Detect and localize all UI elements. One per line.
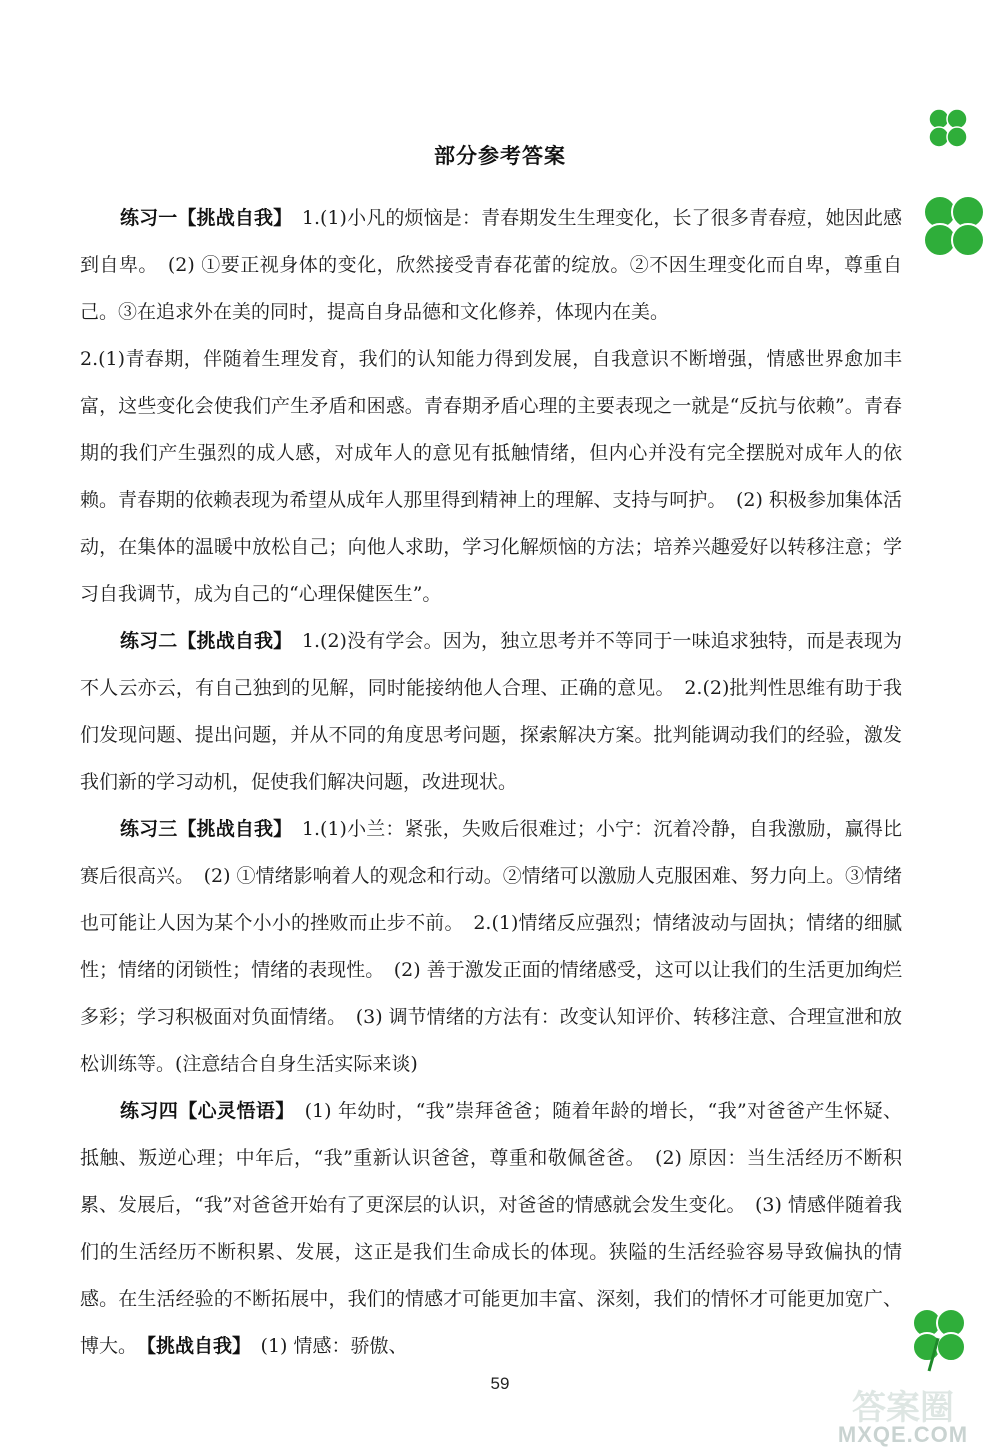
answer-paragraph-4 xyxy=(80,806,902,1088)
section-tag-challenge: 【挑战自我】 xyxy=(146,1335,242,1357)
answer-text: 1.(1)小凡的烦恼是：青春期发生生理变化，长了很多青春痘，她因此感到自卑。 (2) ①要正视身体的变化，欣然接受青春花蕾的绽放。②不因生理变化而自卑，尊重自己。③在追求外在美的同时，提高自身品德和文化修养，体现内在美。 xyxy=(80,207,902,323)
answer-paragraph-2 xyxy=(80,336,902,618)
answer-text: (1) 情感：骄傲、 xyxy=(241,1335,408,1357)
watermark-url: MXQE.COM xyxy=(837,1422,969,1447)
clover-large-icon xyxy=(908,180,1000,272)
answer-content xyxy=(80,195,902,1370)
section-tag-exercise-1: 练习一【挑战自我】 xyxy=(120,207,283,229)
watermark-logo-text: 答案圈 xyxy=(852,1388,954,1428)
page-title: 部分参考答案 xyxy=(434,144,566,168)
answer-text: 1.(2)没有学会。因为，独立思考并不等同于一味追求独特，而是表现为不人云亦云，有自己独到的见解，同时能接纳他人合理、正确的意见。 2.(2)批判性思维有助于我们发现问题、提出问题，并从不同的角度思考问题，探索解决方案。批判能调动我们的经验，激发我们新的学习动机，促使我们解决问题，改进现状。 xyxy=(80,630,902,793)
answer-paragraph-5 xyxy=(80,1088,902,1370)
watermark-logo xyxy=(808,1388,998,1448)
answer-text: 1.(1)小兰：紧张，失败后很难过；小宁：沉着冷静，自我激励，赢得比赛后很高兴。 (2) ①情绪影响着人的观念和行动。②情绪可以激励人克服困难、努力向上。③情绪也可能让人因为某个小小的挫败而止步不前。 2.(1)情绪反应强烈；情绪波动与固执；情绪的细腻性；情绪的闭锁性；情绪的表现性。 (2) 善于激发正面的情绪感受，这可以让我们的生活更加绚烂多彩；学习积极面对负面情绪。 (3) 调节情绪的方法有：改变认知评价、转移注意、合理宣泄和放松训练等。(注意结合自身生活实际来谈) xyxy=(80,818,902,1075)
section-tag-exercise-4: 练习四【心灵悟语】 xyxy=(120,1100,286,1122)
answer-paragraph-1 xyxy=(80,195,902,336)
section-tag-exercise-2: 练习二【挑战自我】 xyxy=(120,630,283,652)
answer-paragraph-3 xyxy=(80,618,902,806)
page-number: 59 xyxy=(490,1374,510,1393)
answer-text: 2.(1)青春期，伴随着生理发育，我们的认知能力得到发展，自我意识不断增强，情感世界愈加丰富，这些变化会使我们产生矛盾和困惑。青春期矛盾心理的主要表现之一就是“反抗与依赖”。青春期的我们产生强烈的成人感，对成年人的意见有抵触情绪，但内心并没有完全摆脱对成年人的依赖。青春期的依赖表现为希望从成年人那里得到精神上的理解、支持与呵护。 (2) 积极参加集体活动，在集体的温暖中放松自己；向他人求助，学习化解烦恼的方法；培养兴趣爱好以转移注意；学习自我调节，成为自己的“心理保健医生”。 xyxy=(80,348,902,605)
section-tag-exercise-3: 练习三【挑战自我】 xyxy=(120,818,283,840)
answer-text: (1) 年幼时，“我”崇拜爸爸；随着年龄的增长，“我”对爸爸产生怀疑、抵触、叛逆心理；中年后，“我”重新认识爸爸，尊重和敬佩爸爸。 (2) 原因：当生活经历不断积累、发展后，“我”对爸爸开始有了更深层的认识，对爸爸的情感就会发生变化。 (3) 情感伴随着我们的生活经历不断积累、发展，这正是我们生命成长的体现。狭隘的生活经验容易导致偏执的情感。在生活经验的不断拓展中，我们的情感才可能更加丰富、深刻，我们的情怀才可能更加宽广、博大。 xyxy=(80,1100,902,1357)
clover-bottom-icon xyxy=(898,1294,980,1376)
